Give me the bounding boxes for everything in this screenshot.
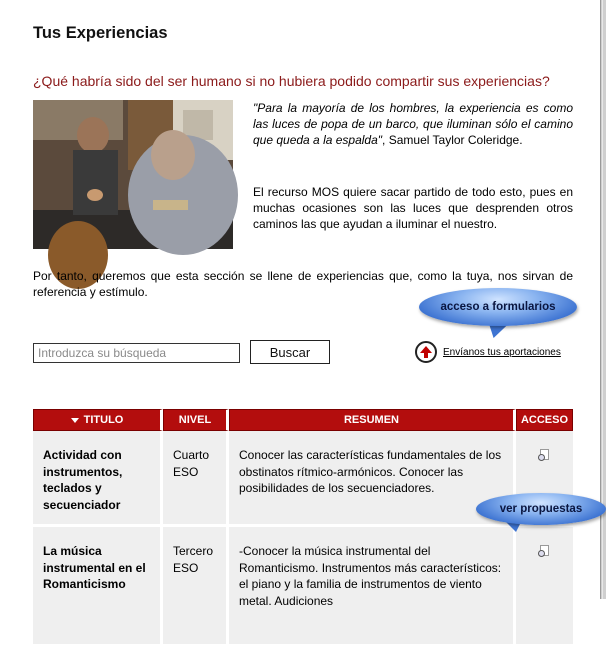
send-contributions-label: Envíanos tus aportaciones — [443, 346, 561, 358]
quote-paragraph — [253, 100, 573, 149]
row-title: La música instrumental en el Romanticismo — [33, 527, 163, 647]
search-input[interactable] — [33, 343, 240, 363]
forms-access-label: acceso a formularios — [440, 301, 556, 313]
page-title: Tus Experiencias — [33, 24, 168, 42]
send-contributions-link[interactable] — [415, 341, 561, 363]
quote-author: , Samuel Taylor Coleridge. — [382, 133, 523, 148]
view-details-icon[interactable] — [538, 545, 552, 559]
view-details-icon[interactable] — [538, 449, 552, 463]
row-level: Cuarto ESO — [163, 431, 229, 527]
intro-question: ¿Qué habría sido del ser humano si no hubiera podido compartir sus experiencias? — [33, 73, 550, 89]
row-summary: Conocer las características fundamentales de los obstinatos rítmico-armónicos. Conocer las posibilidades de los secuenciadores. — [229, 431, 516, 527]
column-header-level: NIVEL — [163, 409, 229, 431]
view-proposals-bubble[interactable] — [476, 493, 606, 525]
experiences-table — [33, 409, 573, 647]
sort-down-icon — [71, 418, 79, 423]
row-level: Tercero ESO — [163, 527, 229, 647]
column-header-access: ACCESO — [516, 409, 573, 431]
search-button[interactable]: Buscar — [250, 340, 330, 364]
coleridge-quote: "Para la mayoría de los hombres, la experiencia es como las luces de popa de un barco, que iluminan sólo el camino que queda a la espalda" — [253, 101, 573, 148]
column-header-summary: RESUMEN — [229, 409, 516, 431]
classroom-photo-image — [33, 100, 233, 249]
column-header-title[interactable]: TITULO — [33, 409, 163, 431]
row-title: Actividad con instrumentos, teclados y secuenciador — [33, 431, 163, 527]
table-header-row — [33, 409, 573, 431]
row-access — [516, 527, 573, 647]
table-row — [33, 527, 573, 647]
forms-access-bubble[interactable] — [419, 288, 577, 326]
view-proposals-label: ver propuestas — [499, 503, 583, 515]
mos-paragraph: El recurso MOS quiere sacar partido de todo esto, pues en muchas ocasiones son las luces que desprenden otros caminos las que ayudan a iluminar el nuestro. — [253, 185, 573, 232]
classroom-photo — [33, 100, 233, 249]
arrow-up-icon — [415, 341, 437, 363]
invitation-paragraph: Por tanto, queremos que esta sección se llene de experiencias que, como la tuya, nos sirvan de referencia y estímulo. — [33, 269, 573, 300]
row-summary: -Conocer la música instrumental del Romanticismo. Instrumentos más característicos: el piano y la familia de instrumentos de viento metal. Audiciones — [229, 527, 516, 647]
